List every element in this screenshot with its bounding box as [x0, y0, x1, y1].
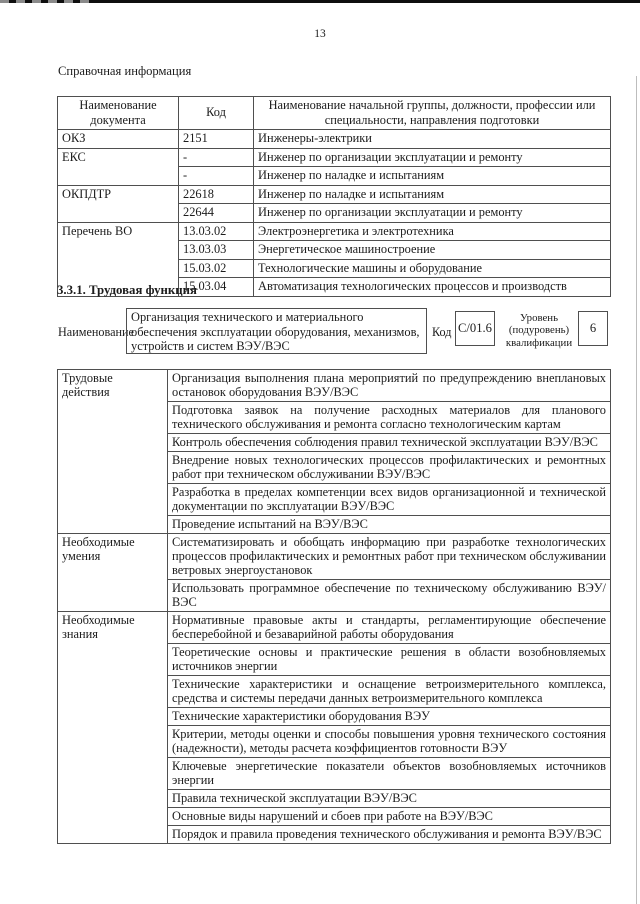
- function-table: [57, 369, 611, 844]
- table-row: [58, 370, 611, 402]
- knowledge-item: Критерии, методы оценки и способы повышения уровня технического состояния (надежности), методы расчета коэффициентов готовности ВЭУ: [168, 726, 611, 758]
- ref-code-cell: -: [179, 167, 254, 186]
- knowledge-item: Основные виды нарушений и сбоев при работе на ВЭУ/ВЭС: [168, 808, 611, 826]
- table-row: [58, 222, 611, 241]
- ref-code-cell: 2151: [179, 130, 254, 149]
- reference-table-header-row: [58, 97, 611, 130]
- knowledge-item: Правила технической эксплуатации ВЭУ/ВЭС: [168, 790, 611, 808]
- ref-code-cell: 22644: [179, 204, 254, 223]
- ref-doc-cell: ОКПДТР: [58, 185, 179, 222]
- reference-table: [57, 96, 611, 297]
- action-item: Проведение испытаний на ВЭУ/ВЭС: [168, 516, 611, 534]
- ref-header-doc: Наименование документа: [58, 97, 179, 130]
- ref-code-cell: 22618: [179, 185, 254, 204]
- skill-item: Систематизировать и обобщать информацию при разработке технологических процессов профилактических и ремонтных работ при техническом обслуживании ветровых энергоустановок: [168, 534, 611, 580]
- ref-name-cell: Инженер по организации эксплуатации и ремонту: [254, 204, 611, 223]
- ref-name-cell: Инженер по организации эксплуатации и ремонту: [254, 148, 611, 167]
- action-item: Внедрение новых технологических процессов профилактических и ремонтных работ при техническом обслуживании ВЭУ/ВЭС: [168, 452, 611, 484]
- ref-doc-cell: ОКЗ: [58, 130, 179, 149]
- table-row: [58, 148, 611, 167]
- ref-code-cell: -: [179, 148, 254, 167]
- scan-artifact-right-line: [636, 76, 637, 904]
- knowledge-item: Нормативные правовые акты и стандарты, регламентирующие обеспечение бесперебойной и безаварийной работы оборудования: [168, 612, 611, 644]
- ref-name-cell: Автоматизация технологических процессов и производств: [254, 278, 611, 297]
- knowledge-item: Технические характеристики оборудования ВЭУ: [168, 708, 611, 726]
- function-code-box: С/01.6: [455, 311, 495, 346]
- action-item: Организация выполнения плана мероприятий по предупреждению внеплановых остановок оборудования ВЭУ/ВЭС: [168, 370, 611, 402]
- scan-artifact-top-dashes: [0, 0, 92, 3]
- function-level-box: 6: [578, 311, 608, 346]
- action-item: Разработка в пределах компетенции всех видов организационной и технической документации по эксплуатации ВЭУ/ВЭС: [168, 484, 611, 516]
- ref-name-cell: Инженер по наладке и испытаниям: [254, 185, 611, 204]
- action-item: Подготовка заявок на получение расходных материалов для планового технического обслуживания и ремонта согласно технологическим картам: [168, 402, 611, 434]
- table-row: [58, 612, 611, 644]
- group-label-knowledge: Необходимые знания: [58, 612, 168, 844]
- ref-name-cell: Инженеры-электрики: [254, 130, 611, 149]
- knowledge-item: Технические характеристики и оснащение ветроизмерительного комплекса, средства и системы передачи данных ветроизмерительного комплекса: [168, 676, 611, 708]
- group-label-actions: Трудовые действия: [58, 370, 168, 534]
- knowledge-item: Теоретические основы и практические решения в области возобновляемых источников энергии: [168, 644, 611, 676]
- function-code-label: Код: [432, 325, 452, 339]
- function-name-box: Организация технического и материального обеспечения эксплуатации оборудования, механизмов, устройств и систем ВЭУ/ВЭС: [126, 308, 427, 354]
- table-row: [58, 534, 611, 580]
- table-row: [58, 130, 611, 149]
- action-item: Контроль обеспечения соблюдения правил технической эксплуатации ВЭУ/ВЭС: [168, 434, 611, 452]
- group-label-skills: Необходимые умения: [58, 534, 168, 612]
- function-header: [57, 307, 613, 356]
- skill-item: Использовать программное обеспечение по техническому обслуживанию ВЭУ/ВЭС: [168, 580, 611, 612]
- knowledge-item: Ключевые энергетические показатели объектов возобновляемых источников энергии: [168, 758, 611, 790]
- function-level-label: Уровень (подуровень) квалификации: [505, 312, 573, 349]
- ref-code-cell: 15.03.02: [179, 259, 254, 278]
- ref-code-cell: 15.03.04: [179, 278, 254, 297]
- ref-name-cell: Технологические машины и оборудование: [254, 259, 611, 278]
- scan-artifact-top-bar: [0, 0, 640, 3]
- reference-section-title: Справочная информация: [58, 64, 192, 78]
- page-number: 13: [314, 28, 326, 40]
- ref-header-name: Наименование начальной группы, должности, профессии или специальности, направления подготовки: [254, 97, 611, 130]
- ref-name-cell: Электроэнергетика и электротехника: [254, 222, 611, 241]
- function-name-label: Наименование: [58, 325, 134, 339]
- ref-doc-cell: ЕКС: [58, 148, 179, 185]
- knowledge-item: Порядок и правила проведения технического обслуживания и ремонта ВЭУ/ВЭС: [168, 826, 611, 844]
- ref-header-code: Код: [179, 97, 254, 130]
- ref-doc-cell: Перечень ВО: [58, 222, 179, 296]
- ref-code-cell: 13.03.02: [179, 222, 254, 241]
- ref-code-cell: 13.03.03: [179, 241, 254, 260]
- ref-name-cell: Инженер по наладке и испытаниям: [254, 167, 611, 186]
- function-section-title: 3.3.1. Трудовая функция: [57, 283, 197, 297]
- ref-name-cell: Энергетическое машиностроение: [254, 241, 611, 260]
- table-row: [58, 185, 611, 204]
